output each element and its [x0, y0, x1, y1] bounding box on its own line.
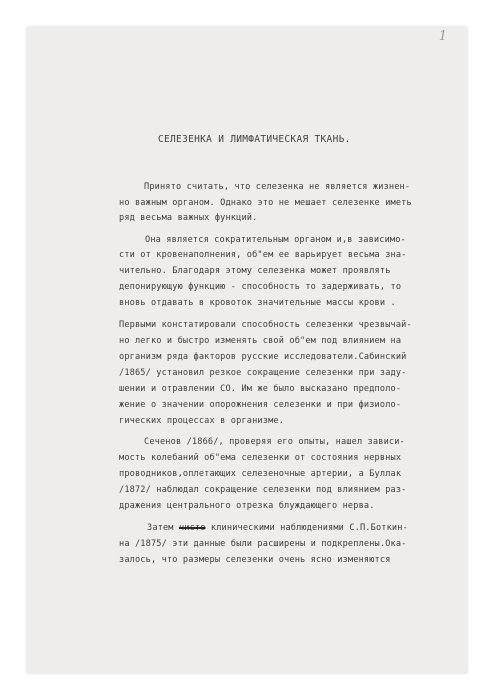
text-line: дражения центрального отрезка блуждающего нерва.: [119, 501, 375, 511]
text-fragment: клиническими наблюдениями С.П.Боткин-: [210, 523, 408, 533]
struck-word: чисто: [178, 523, 206, 533]
text-line: залось, что размеры селезенки очень ясно изменяются: [119, 555, 391, 565]
text-line: гических процессах в организме.: [119, 416, 285, 426]
text-line: проводников,оплетающих селезеночные артерии, а Буллак: [119, 469, 402, 479]
text-line: Сеченов /1866/, проверяя его опыты, нашел зависи-: [144, 437, 405, 447]
text-line: шении и отравлении CO. Им же было высказано предполо-: [119, 384, 402, 394]
text-line-with-correction: [147, 523, 408, 533]
text-line: Она является сократительным органом и,в зависимо-: [145, 235, 406, 245]
document-page: [27, 27, 467, 673]
text-line: но важным органом. Однако это не мешает селезенке иметь: [119, 198, 412, 208]
text-line: мость колебаний об"ема селезенки от состояния нервных: [119, 453, 402, 463]
text-line: но легко и быстро изменять свой об"ем под влиянием на: [119, 336, 402, 346]
document-title: СЕЛЕЗЕНКА И ЛИМФАТИЧЕСКАЯ ТКАНЬ.: [158, 134, 351, 145]
text-line: /1872/ наблюдал сокращение селезенки под влиянием раз-: [119, 485, 407, 495]
text-line: сти от кровенаполнения, об"ем ее варьирует весьма зна-: [119, 250, 407, 260]
text-line: чительно. Благодаря этому селезенка может проявлять: [119, 266, 391, 276]
text-line: жение о значении опорожнения селезенки и при физиоло-: [119, 400, 402, 410]
text-line: на /1875/ эти данные были расширены и подкреплены.Ока-: [119, 539, 407, 549]
text-fragment: Затем: [147, 523, 174, 533]
text-line: депонирующую функцию - способность то задерживать, то: [119, 282, 402, 292]
text-line: ряд весьма важных функций.: [119, 213, 258, 223]
text-line: организм ряда факторов русские исследователи.Сабинский: [119, 352, 407, 362]
text-line: Первыми констатировали способность селезенки чрезвычай-: [119, 320, 412, 330]
text-line: /1865/ установил резкое сокращение селезенки при заду-: [119, 368, 407, 378]
page-number: 1: [438, 29, 447, 44]
text-line: вновь отдавать в кровоток значительные массы крови .: [119, 298, 396, 308]
text-line: Принято считать, что селезенка не является жизнен-: [144, 182, 411, 192]
